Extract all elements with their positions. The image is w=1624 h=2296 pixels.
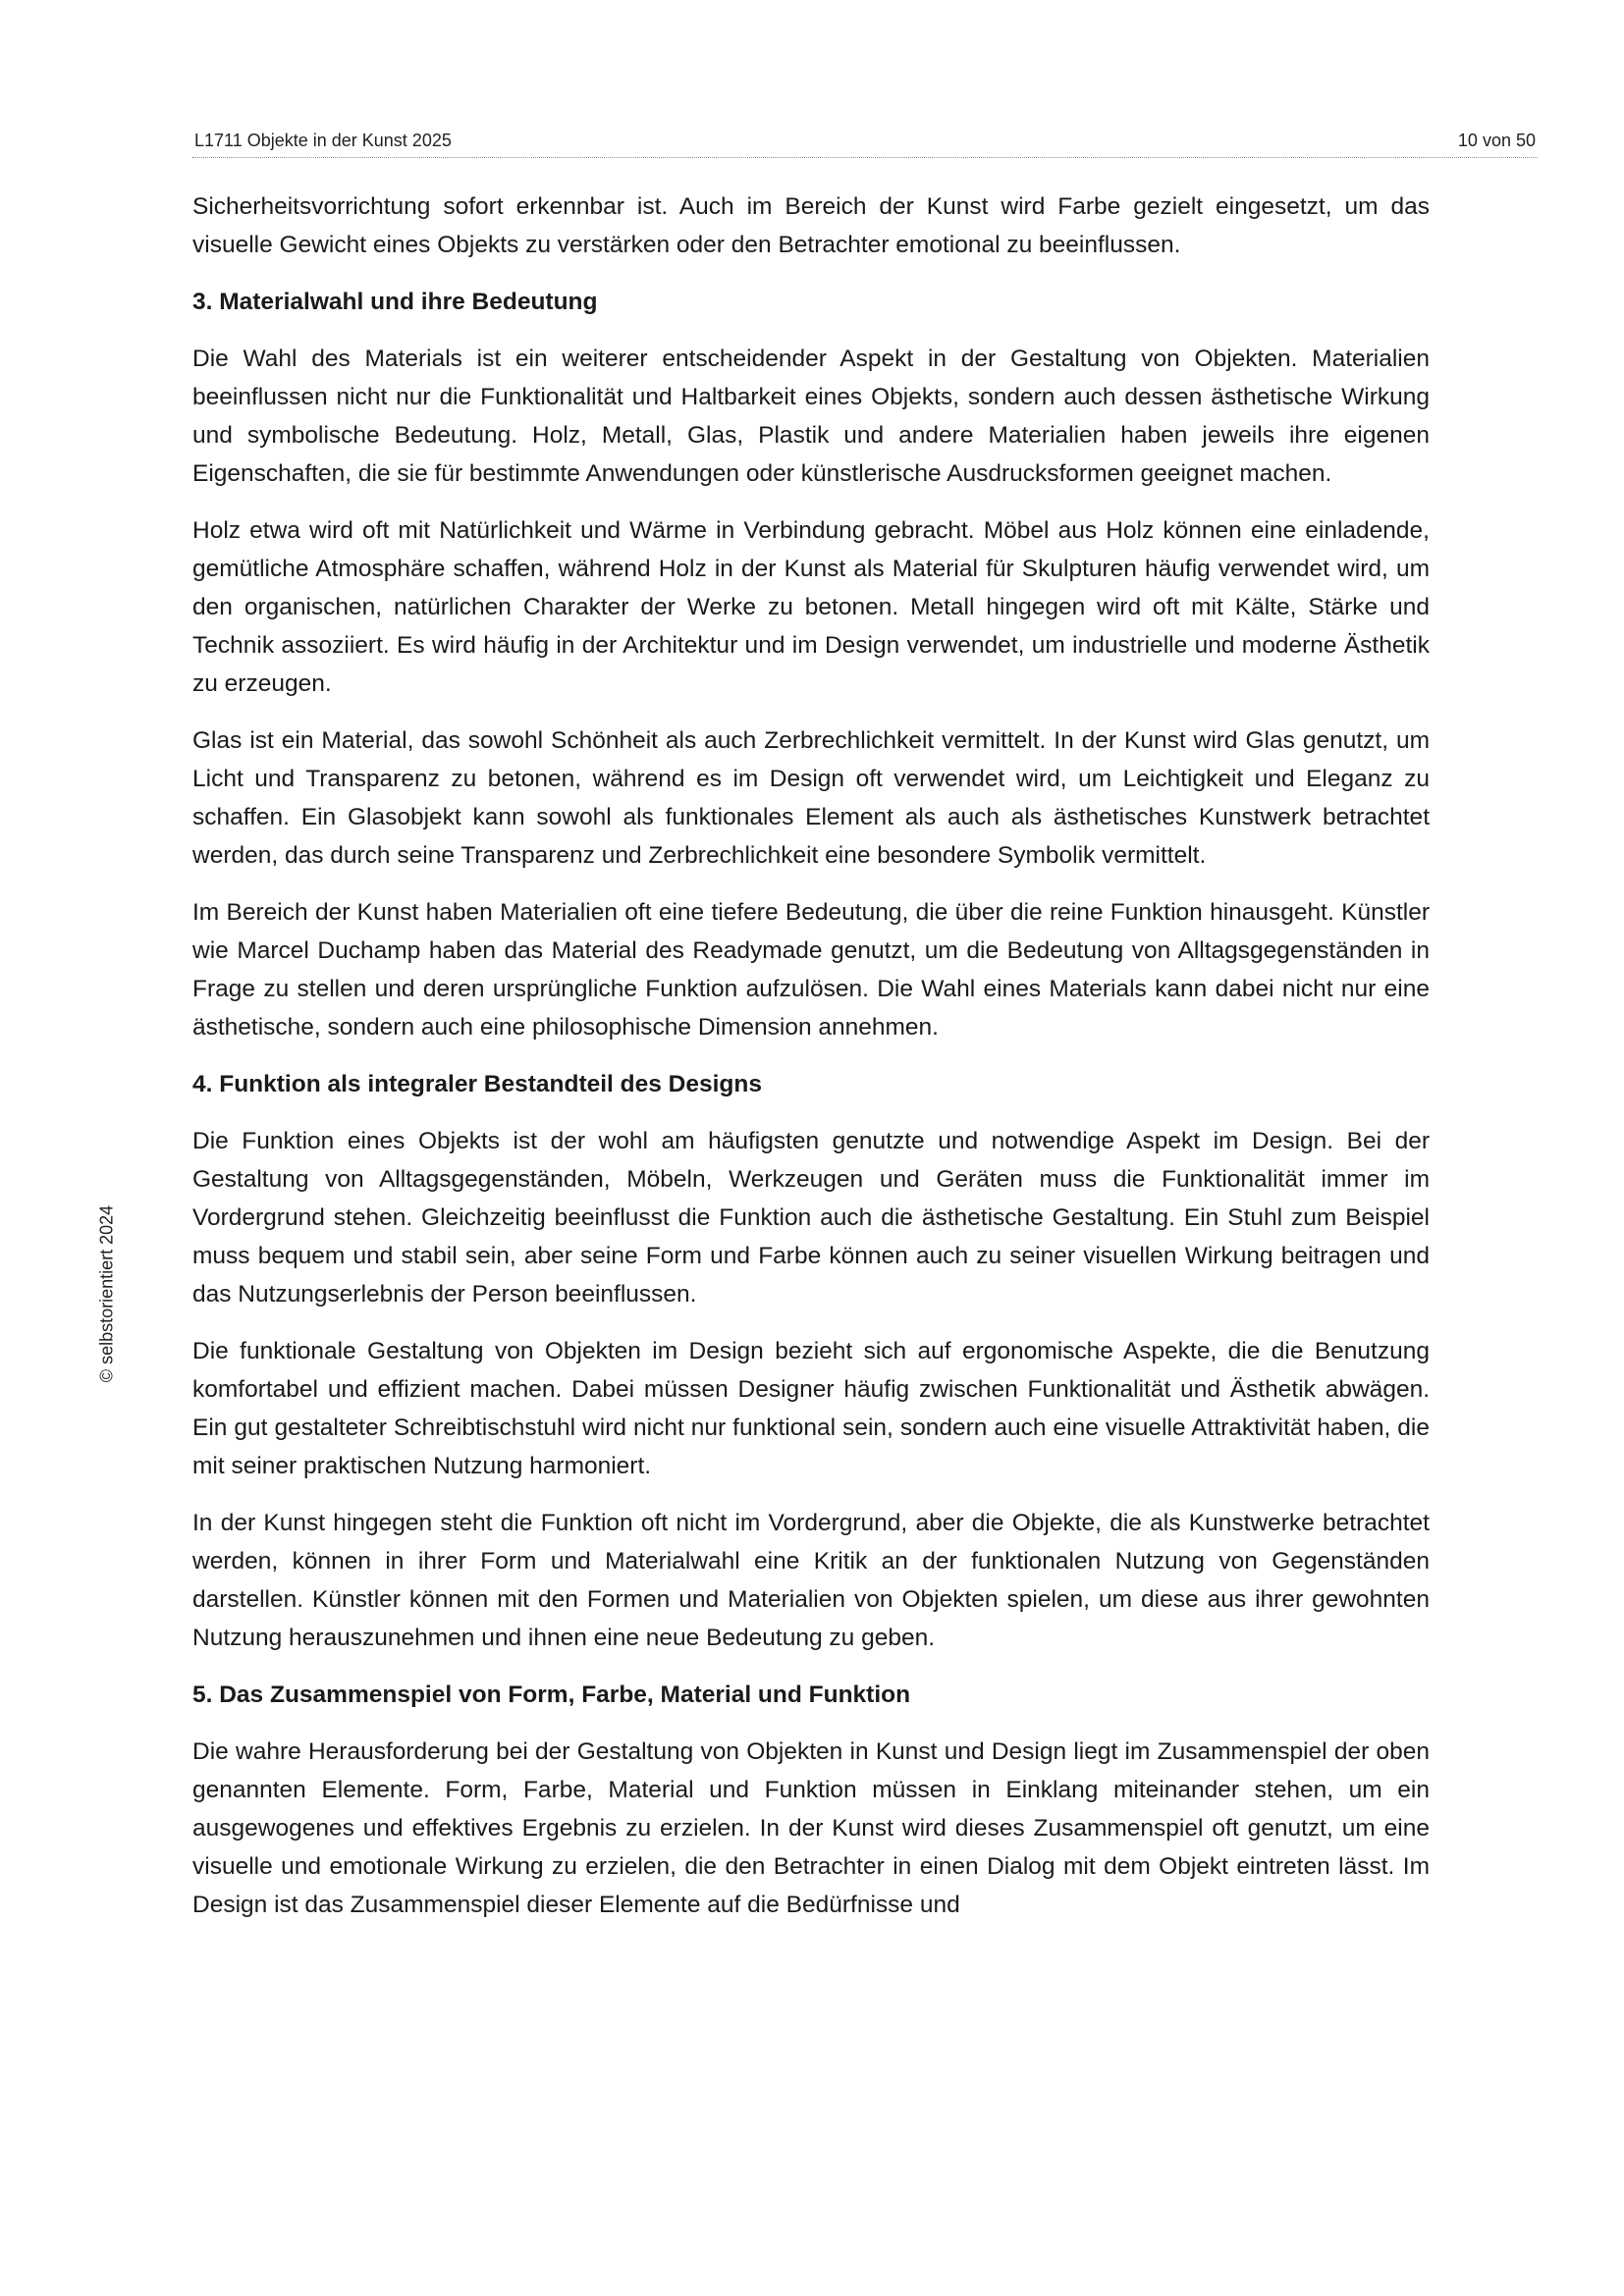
paragraph: Die Wahl des Materials ist ein weiterer entscheidender Aspekt in der Gestaltung von Objekten. Materialien beeinflussen nicht nur die Funktionalität und Haltbarkeit eines Objekts, sondern auch dessen ästhetische Wirkung und symbolische Bedeutung. Holz, Metall, Glas, Plastik und andere Materialien haben jeweils ihre eigenen Eigenschaften, die sie für bestimmte Anwendungen oder künstlerische Ausdrucksformen geeignet machen. <box>192 346 1430 487</box>
paragraph: Glas ist ein Material, das sowohl Schönheit als auch Zerbrechlichkeit vermittelt. In der Kunst wird Glas genutzt, um Licht und Transparenz zu betonen, während es im Design oft verwendet wird, um Leichtigkeit und Eleganz zu schaffen. Ein Glasobjekt kann sowohl als funktionales Element als auch als ästhetisches Kunstwerk betrachtet werden, das durch seine Transparenz und Zerbrechlichkeit eine besondere Symbolik vermittelt. <box>192 727 1430 869</box>
paragraph: Die wahre Herausforderung bei der Gestaltung von Objekten in Kunst und Design liegt im Zusammenspiel der oben genannten Elemente. Form, Farbe, Material und Funktion müssen in Einklang miteinander stehen, um ein ausgewogenes und effektives Ergebnis zu erzielen. In der Kunst wird dieses Zusammenspiel oft genutzt, um eine visuelle und emotionale Wirkung zu erzielen, die den Betrachter in einen Dialog mit dem Objekt eintreten lässt. Im Design ist das Zusammenspiel dieser Elemente auf die Bedürfnisse und <box>192 1738 1430 1918</box>
paragraph: In der Kunst hingegen steht die Funktion oft nicht im Vordergrund, aber die Objekte, die als Kunstwerke betrachtet werden, können in ihrer Form und Materialwahl eine Kritik an der funktionalen Nutzung von Gegenständen darstellen. Künstler können mit den Formen und Materialien von Objekten spielen, um diese aus ihrer gewohnten Nutzung herauszunehmen und ihnen eine neue Bedeutung zu geben. <box>192 1510 1430 1651</box>
paragraph: Die funktionale Gestaltung von Objekten im Design bezieht sich auf ergonomische Aspekte, die die Benutzung komfortabel und effizient machen. Dabei müssen Designer häufig zwischen Funktionalität und Ästhetik abwägen. Ein gut gestalteter Schreibtischstuhl wird nicht nur funktional sein, sondern auch eine visuelle Attraktivität haben, die mit seiner praktischen Nutzung harmoniert. <box>192 1338 1430 1479</box>
paragraph: Die Funktion eines Objekts ist der wohl am häufigsten genutzte und notwendige Aspekt im Design. Bei der Gestaltung von Alltagsgegenständen, Möbeln, Werkzeugen und Geräten muss die Funktionalität immer im Vordergrund stehen. Gleichzeitig beeinflusst die Funktion auch die ästhetische Gestaltung. Ein Stuhl zum Beispiel muss bequem und stabil sein, aber seine Form und Farbe können auch zu seiner visuellen Wirkung beitragen und das Nutzungserlebnis der Person beeinflussen. <box>192 1128 1430 1308</box>
section-heading-3: 3. Materialwahl und ihre Bedeutung <box>192 289 598 315</box>
paragraph: Im Bereich der Kunst haben Materialien oft eine tiefere Bedeutung, die über die reine Funktion hinausgeht. Künstler wie Marcel Duchamp haben das Material des Readymade genutzt, um die Bedeutung von Alltagsgegenständen in Frage zu stellen und deren ursprüngliche Funktion aufzulösen. Die Wahl eines Materials kann dabei nicht nur eine ästhetische, sondern auch eine philosophische Dimension annehmen. <box>192 899 1430 1041</box>
copyright-note: © selbstorientiert 2024 <box>96 1204 117 1383</box>
paragraph: Holz etwa wird oft mit Natürlichkeit und Wärme in Verbindung gebracht. Möbel aus Holz können eine einladende, gemütliche Atmosphäre schaffen, während Holz in der Kunst als Material für Skulpturen häufig verwendet wird, um den organischen, natürlichen Charakter der Werke zu betonen. Metall hingegen wird oft mit Kälte, Stärke und Technik assoziiert. Es wird häufig in der Architektur und im Design verwendet, um industrielle und moderne Ästhetik zu erzeugen. <box>192 517 1430 697</box>
paragraph: Sicherheitsvorrichtung sofort erkennbar ist. Auch im Bereich der Kunst wird Farbe gezielt eingesetzt, um das visuelle Gewicht eines Objekts zu verstärken oder den Betrachter emotional zu beeinflussen. <box>192 193 1430 258</box>
section-heading-5: 5. Das Zusammenspiel von Form, Farbe, Material und Funktion <box>192 1682 911 1708</box>
page-number: 10 von 50 <box>1457 131 1536 150</box>
document-title: L1711 Objekte in der Kunst 2025 <box>194 131 452 150</box>
section-heading-4: 4. Funktion als integraler Bestandteil des Designs <box>192 1071 762 1097</box>
document-body <box>192 187 1430 1943</box>
page-header <box>192 128 1538 158</box>
